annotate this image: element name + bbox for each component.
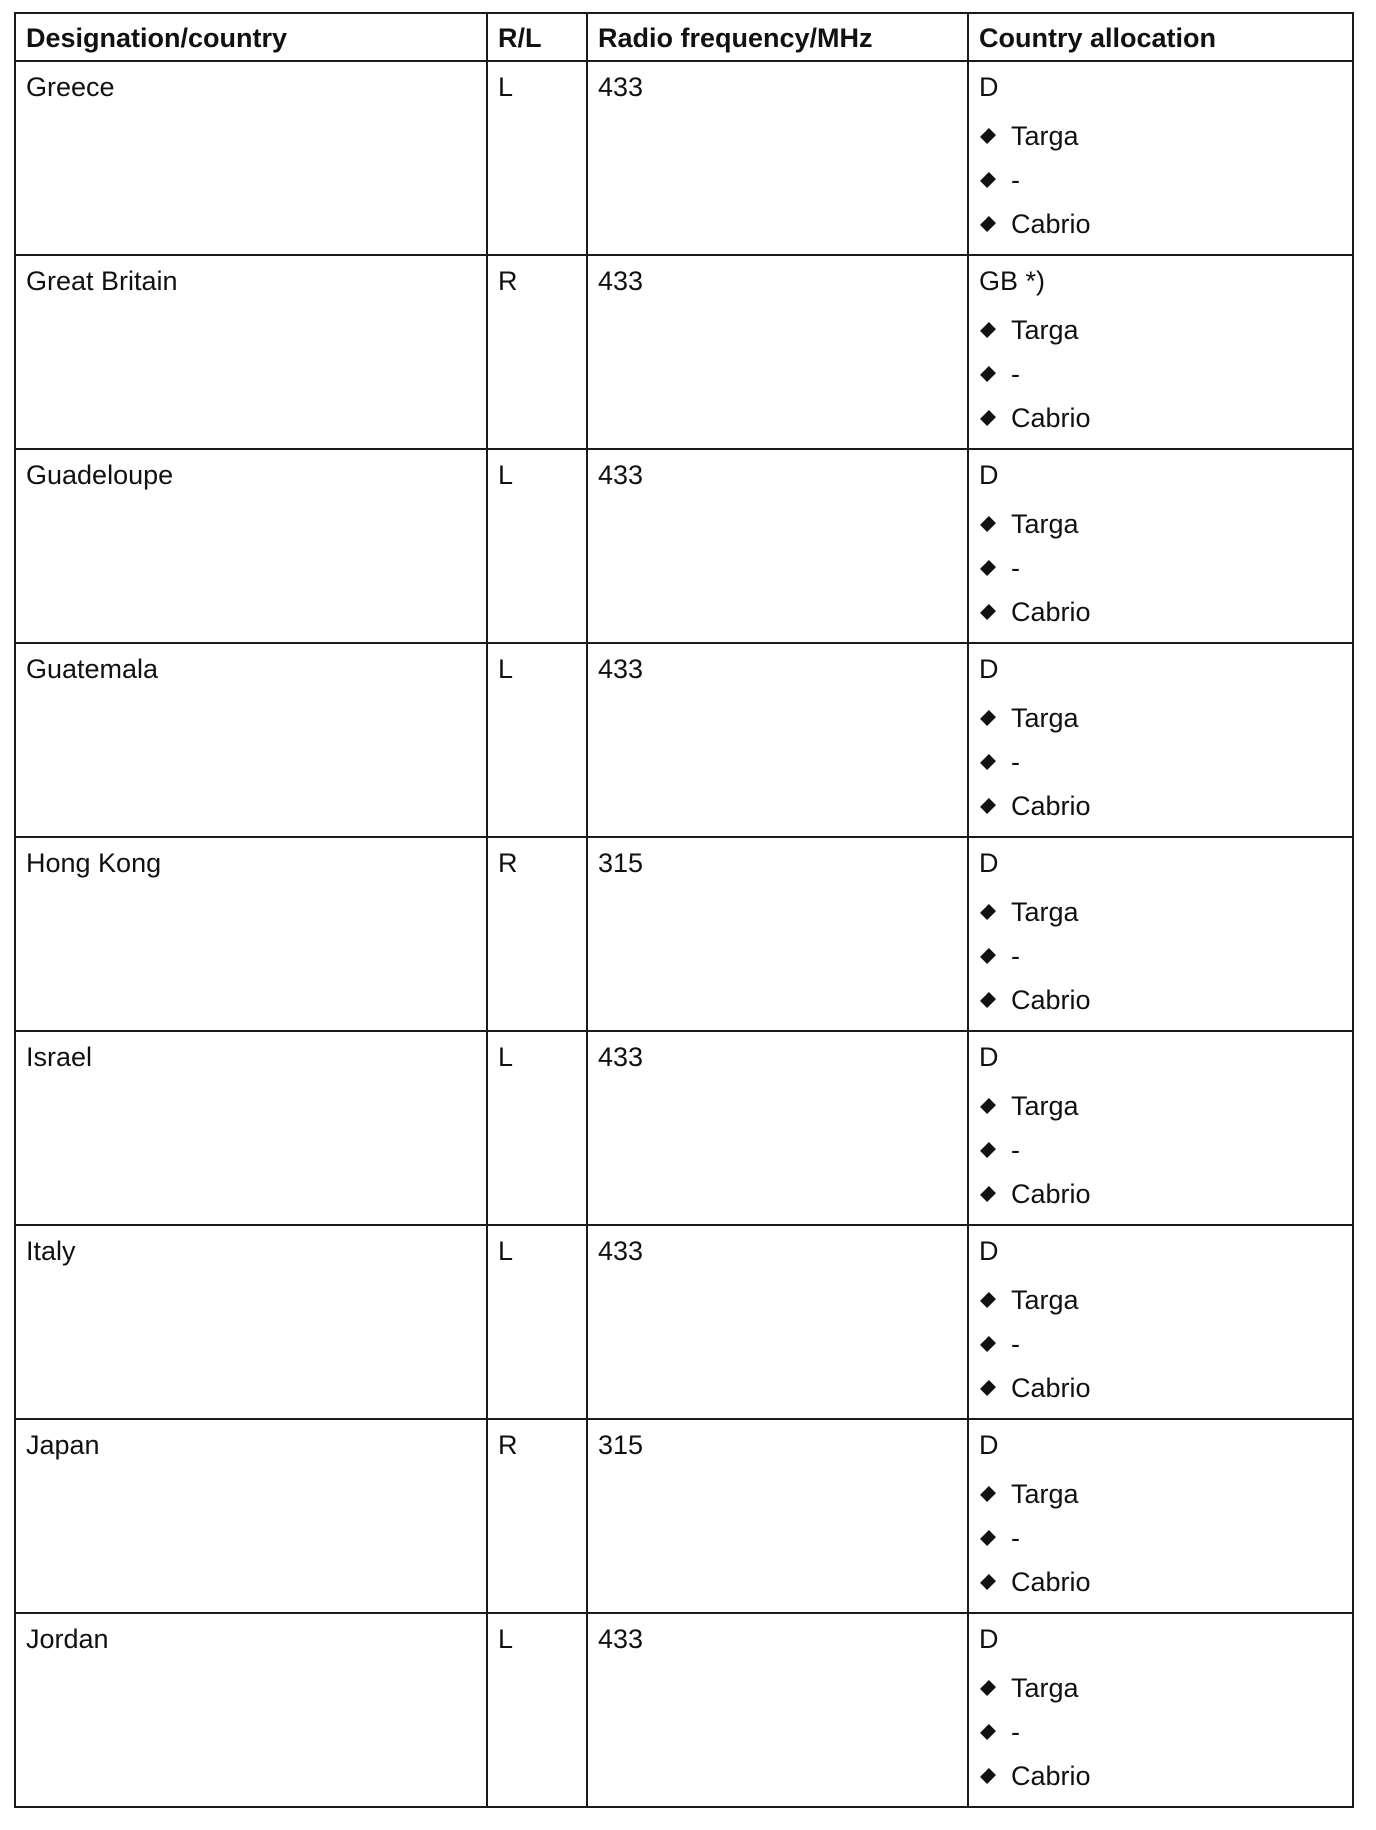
cell-rl: R — [487, 1419, 587, 1613]
allocation-list-item — [979, 546, 1342, 590]
diamond-bullet-icon — [980, 1574, 996, 1590]
diamond-bullet-icon — [980, 1486, 996, 1502]
cell-country: Greece — [15, 61, 487, 255]
allocation-item-label: Cabrio — [1011, 1373, 1091, 1403]
allocation-list — [979, 502, 1342, 634]
allocation-item-label: Cabrio — [1011, 1179, 1091, 1209]
cell-rl: R — [487, 255, 587, 449]
cell-country: Guadeloupe — [15, 449, 487, 643]
allocation-code: D — [979, 1624, 999, 1654]
diamond-bullet-icon — [980, 604, 996, 620]
allocation-list-item — [979, 784, 1342, 828]
allocation-item-label: - — [1011, 1717, 1020, 1747]
allocation-item-label: Targa — [1011, 315, 1079, 345]
table-header-row — [15, 13, 1353, 61]
allocation-item-label: - — [1011, 553, 1020, 583]
allocation-list-item — [979, 396, 1342, 440]
allocation-list — [979, 1278, 1342, 1410]
cell-country: Hong Kong — [15, 837, 487, 1031]
allocation-list-item — [979, 502, 1342, 546]
allocation-list-item — [979, 1084, 1342, 1128]
allocation-item-label: - — [1011, 1329, 1020, 1359]
allocation-item-label: Cabrio — [1011, 1761, 1091, 1791]
allocation-list-item — [979, 740, 1342, 784]
allocation-item-label: Targa — [1011, 897, 1079, 927]
table-row — [15, 255, 1353, 449]
cell-frequency: 433 — [587, 1031, 968, 1225]
cell-rl: R — [487, 837, 587, 1031]
header-allocation: Country allocation — [968, 13, 1353, 61]
allocation-item-label: - — [1011, 359, 1020, 389]
allocation-list-item — [979, 1278, 1342, 1322]
allocation-list-item — [979, 1322, 1342, 1366]
allocation-item-label: Cabrio — [1011, 403, 1091, 433]
allocation-code: D — [979, 848, 999, 878]
diamond-bullet-icon — [980, 1186, 996, 1202]
allocation-code: D — [979, 1042, 999, 1072]
cell-frequency: 315 — [587, 1419, 968, 1613]
allocation-list-item — [979, 1366, 1342, 1410]
cell-allocation — [968, 837, 1353, 1031]
allocation-item-label: Cabrio — [1011, 1567, 1091, 1597]
diamond-bullet-icon — [980, 322, 996, 338]
allocation-list — [979, 1666, 1342, 1798]
allocation-list-item — [979, 934, 1342, 978]
diamond-bullet-icon — [980, 366, 996, 382]
allocation-code: D — [979, 460, 999, 490]
allocation-list — [979, 114, 1342, 246]
diamond-bullet-icon — [980, 560, 996, 576]
allocation-list — [979, 1084, 1342, 1216]
allocation-list-item — [979, 158, 1342, 202]
cell-country: Italy — [15, 1225, 487, 1419]
table-body — [15, 61, 1353, 1807]
cell-country: Japan — [15, 1419, 487, 1613]
header-frequency: Radio frequency/MHz — [587, 13, 968, 61]
cell-allocation — [968, 61, 1353, 255]
cell-frequency: 433 — [587, 1225, 968, 1419]
allocation-item-label: - — [1011, 165, 1020, 195]
table-row — [15, 1031, 1353, 1225]
allocation-list — [979, 308, 1342, 440]
cell-allocation — [968, 449, 1353, 643]
allocation-list — [979, 890, 1342, 1022]
allocation-item-label: Targa — [1011, 1673, 1079, 1703]
cell-frequency: 433 — [587, 1613, 968, 1807]
allocation-code: D — [979, 1236, 999, 1266]
diamond-bullet-icon — [980, 172, 996, 188]
table-row — [15, 61, 1353, 255]
allocation-item-label: Cabrio — [1011, 985, 1091, 1015]
allocation-list-item — [979, 1516, 1342, 1560]
diamond-bullet-icon — [980, 948, 996, 964]
allocation-item-label: Targa — [1011, 1285, 1079, 1315]
allocation-item-label: Cabrio — [1011, 209, 1091, 239]
allocation-item-label: Targa — [1011, 121, 1079, 151]
diamond-bullet-icon — [980, 410, 996, 426]
allocation-code: GB *) — [979, 266, 1046, 296]
allocation-item-label: Cabrio — [1011, 791, 1091, 821]
cell-country: Israel — [15, 1031, 487, 1225]
cell-rl: L — [487, 449, 587, 643]
cell-country: Jordan — [15, 1613, 487, 1807]
cell-rl: L — [487, 61, 587, 255]
allocation-list-item — [979, 978, 1342, 1022]
cell-allocation — [968, 1225, 1353, 1419]
diamond-bullet-icon — [980, 216, 996, 232]
cell-allocation — [968, 1031, 1353, 1225]
cell-allocation — [968, 1419, 1353, 1613]
allocation-list-item — [979, 1754, 1342, 1798]
allocation-list-item — [979, 202, 1342, 246]
allocation-list — [979, 696, 1342, 828]
cell-frequency: 433 — [587, 643, 968, 837]
allocation-item-label: - — [1011, 1523, 1020, 1553]
cell-frequency: 433 — [587, 61, 968, 255]
diamond-bullet-icon — [980, 754, 996, 770]
table-row — [15, 643, 1353, 837]
allocation-list-item — [979, 114, 1342, 158]
diamond-bullet-icon — [980, 904, 996, 920]
diamond-bullet-icon — [980, 1336, 996, 1352]
cell-rl: L — [487, 1613, 587, 1807]
diamond-bullet-icon — [980, 798, 996, 814]
cell-frequency: 315 — [587, 837, 968, 1031]
allocation-list-item — [979, 1666, 1342, 1710]
allocation-list-item — [979, 1172, 1342, 1216]
allocation-code: D — [979, 654, 999, 684]
allocation-list-item — [979, 308, 1342, 352]
cell-allocation — [968, 1613, 1353, 1807]
diamond-bullet-icon — [980, 1530, 996, 1546]
cell-allocation — [968, 255, 1353, 449]
table-row — [15, 1613, 1353, 1807]
table-row — [15, 837, 1353, 1031]
country-frequency-table — [14, 12, 1354, 1808]
cell-country: Great Britain — [15, 255, 487, 449]
diamond-bullet-icon — [980, 1380, 996, 1396]
cell-allocation — [968, 643, 1353, 837]
diamond-bullet-icon — [980, 1724, 996, 1740]
allocation-list-item — [979, 1472, 1342, 1516]
allocation-code: D — [979, 72, 999, 102]
allocation-list-item — [979, 352, 1342, 396]
diamond-bullet-icon — [980, 1292, 996, 1308]
diamond-bullet-icon — [980, 1098, 996, 1114]
cell-rl: L — [487, 1031, 587, 1225]
allocation-list-item — [979, 1710, 1342, 1754]
diamond-bullet-icon — [980, 1680, 996, 1696]
allocation-item-label: - — [1011, 1135, 1020, 1165]
cell-rl: L — [487, 1225, 587, 1419]
diamond-bullet-icon — [980, 992, 996, 1008]
header-designation: Designation/country — [15, 13, 487, 61]
cell-frequency: 433 — [587, 449, 968, 643]
allocation-list-item — [979, 1128, 1342, 1172]
allocation-item-label: Targa — [1011, 1479, 1079, 1509]
allocation-item-label: Targa — [1011, 1091, 1079, 1121]
diamond-bullet-icon — [980, 128, 996, 144]
diamond-bullet-icon — [980, 1142, 996, 1158]
allocation-item-label: Targa — [1011, 703, 1079, 733]
allocation-list-item — [979, 1560, 1342, 1604]
diamond-bullet-icon — [980, 1768, 996, 1784]
diamond-bullet-icon — [980, 710, 996, 726]
allocation-list-item — [979, 590, 1342, 634]
cell-frequency: 433 — [587, 255, 968, 449]
table-row — [15, 1225, 1353, 1419]
allocation-list-item — [979, 890, 1342, 934]
table-row — [15, 449, 1353, 643]
allocation-item-label: Cabrio — [1011, 597, 1091, 627]
allocation-list — [979, 1472, 1342, 1604]
cell-country: Guatemala — [15, 643, 487, 837]
allocation-code: D — [979, 1430, 999, 1460]
header-rl: R/L — [487, 13, 587, 61]
allocation-item-label: Targa — [1011, 509, 1079, 539]
allocation-item-label: - — [1011, 747, 1020, 777]
diamond-bullet-icon — [980, 516, 996, 532]
allocation-list-item — [979, 696, 1342, 740]
allocation-item-label: - — [1011, 941, 1020, 971]
table-row — [15, 1419, 1353, 1613]
cell-rl: L — [487, 643, 587, 837]
